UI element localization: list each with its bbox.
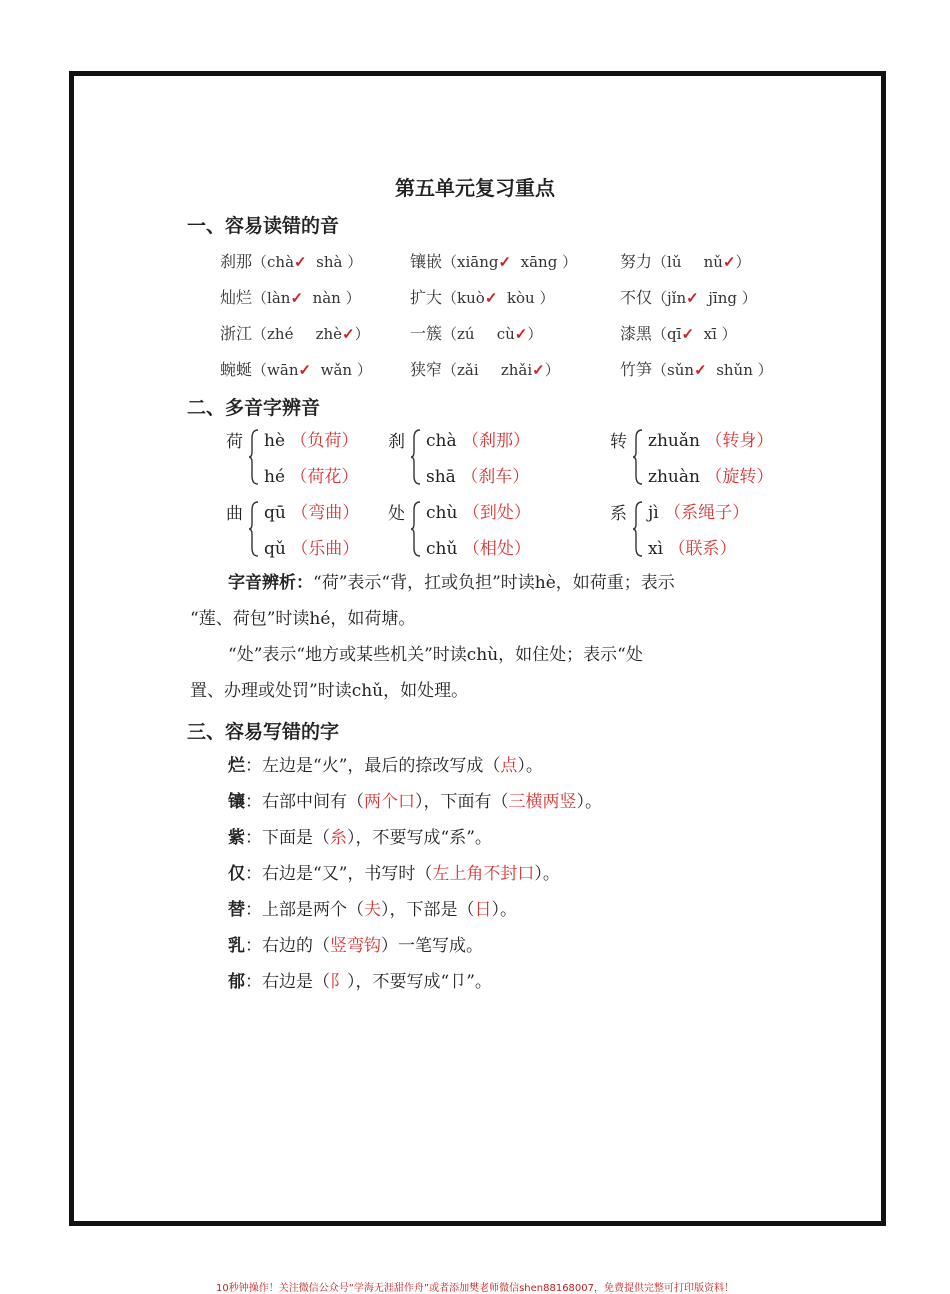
brace-icon	[632, 500, 644, 562]
pinyin-option-b: nǔ	[703, 253, 723, 271]
pronunciation-item: 竹笋（sǔn✓ shǔn ）	[620, 360, 773, 379]
pinyin-option-b: xī	[703, 325, 717, 343]
pinyin-option-b: nàn	[312, 289, 341, 307]
pronunciation-item: 努力（lǔ nǔ✓）	[620, 252, 751, 271]
polyphone-reading: qǔ （乐曲）	[264, 539, 360, 559]
polyphone-reading: shā （刹车）	[426, 467, 530, 487]
pronunciation-item: 灿烂（làn✓ nàn ）	[220, 288, 361, 307]
character-note: 烂：左边是“火”，最后的捺改写成（点）。	[228, 756, 543, 776]
pinyin-option-b: cù	[496, 325, 515, 343]
pronunciation-word: 竹笋	[620, 360, 653, 379]
brace-icon	[632, 428, 644, 490]
character-label: 紫	[228, 828, 245, 848]
polyphone-word: 弯曲	[308, 503, 343, 523]
pinyin-option-a: làn	[267, 289, 291, 307]
pronunciation-word: 狭窄	[410, 360, 443, 379]
polyphone-char: 刹	[388, 432, 405, 452]
character-label: 烂	[228, 756, 245, 776]
polyphone-reading: chǔ （相处）	[426, 539, 531, 559]
pinyin-option-b: shà	[316, 253, 343, 271]
polyphone-char: 转	[610, 432, 627, 452]
character-label: 替	[228, 900, 245, 920]
pronunciation-item: 一簇（zú cù✓）	[410, 324, 543, 343]
polyphone-reading: jì （系绳子）	[648, 503, 750, 523]
footer-note: 10秒钟操作！关注微信公众号“学海无涯甜作舟”或者添加樊老师微信shen88168007，免费提供完整可打印版资料！	[215, 1283, 735, 1294]
analysis-line-3: “处”表示“地方或某些机关”时读chù，如住处；表示“处	[228, 645, 643, 665]
polyphone-word: 刹车	[478, 467, 513, 487]
check-icon: ✓	[722, 253, 736, 271]
pronunciation-item: 狭窄（zǎi zhǎi✓）	[410, 360, 560, 379]
polyphone-reading: hè （负荷）	[264, 431, 359, 451]
check-icon: ✓	[484, 289, 498, 307]
pinyin-option-a: jǐn	[667, 289, 687, 307]
pinyin-option-b: zhǎi	[500, 361, 533, 379]
check-icon: ✓	[290, 289, 304, 307]
page-title: 第五单元复习重点	[395, 176, 555, 200]
character-note: 镶：右部中间有（两个口），下面有（三横两竖）。	[228, 792, 602, 812]
pinyin-option-a: zǎi	[457, 361, 479, 379]
polyphone-word: 乐曲	[308, 539, 343, 559]
polyphone-char: 曲	[226, 504, 243, 524]
polyphone-word: 刹那	[479, 431, 514, 451]
pinyin-option-a: lǔ	[667, 253, 682, 271]
pronunciation-word: 努力	[620, 252, 653, 271]
check-icon: ✓	[498, 253, 512, 271]
pronunciation-item: 镶嵌（xiāng✓ xāng ）	[410, 252, 578, 271]
pinyin-option-b: kòu	[506, 289, 535, 307]
pronunciation-item: 刹那（chà✓ shà ）	[220, 252, 363, 271]
polyphone-word: 负荷	[307, 431, 342, 451]
section-heading-3: 三、容易写错的字	[187, 721, 340, 743]
pinyin-option-a: chà	[267, 253, 295, 271]
pronunciation-word: 扩大	[410, 288, 443, 307]
polyphone-word: 荷花	[307, 467, 342, 487]
check-icon: ✓	[342, 325, 355, 343]
polyphone-word: 旋转	[722, 467, 757, 487]
polyphone-word: 联系	[685, 539, 720, 559]
check-icon: ✓	[514, 325, 528, 343]
pronunciation-word: 浙江	[220, 324, 253, 343]
analysis-line-4: 置、办理或处罚”时读chǔ，如处理。	[190, 681, 469, 701]
polyphone-reading: qū （弯曲）	[264, 503, 360, 523]
pinyin-option-a: kuò	[457, 289, 485, 307]
analysis-line-2: “莲、荷包”时读hé，如荷塘。	[190, 609, 416, 629]
analysis-label: 字音辨析：	[228, 573, 313, 593]
pronunciation-word: 镶嵌	[410, 252, 443, 271]
character-note: 仅：右边是“又”，书写时（左上角不封口）。	[228, 864, 560, 884]
pinyin-option-b: xāng	[520, 253, 558, 271]
pronunciation-word: 一簇	[410, 324, 443, 343]
pronunciation-word: 不仅	[620, 288, 653, 307]
pronunciation-word: 漆黑	[620, 324, 653, 343]
pinyin-option-b: shǔn	[716, 361, 753, 379]
pinyin-option-a: wān	[267, 361, 299, 379]
section-heading-1: 一、容易读错的音	[187, 215, 340, 237]
brace-icon	[248, 428, 260, 490]
pronunciation-item: 扩大（kuò✓ kòu ）	[410, 288, 555, 307]
polyphone-reading: zhuǎn （转身）	[648, 431, 774, 451]
polyphone-reading: hé （荷花）	[264, 467, 359, 487]
character-note: 乳：右边的（竖弯钩）一笔写成。	[228, 936, 483, 956]
polyphone-word: 系绳子	[681, 503, 733, 523]
section-heading-2: 二、多音字辨音	[187, 397, 321, 419]
check-icon: ✓	[294, 253, 307, 271]
brace-icon	[248, 500, 260, 562]
pronunciation-item: 不仅（jǐn✓ jīng ）	[620, 288, 757, 307]
pronunciation-word: 灿烂	[220, 288, 253, 307]
brace-icon	[410, 428, 422, 490]
pinyin-option-b: jīng	[708, 289, 737, 307]
polyphone-char: 处	[388, 504, 405, 524]
brace-icon	[410, 500, 422, 562]
analysis-line-1: 字音辨析：“荷”表示“背，扛或负担”时读hè，如荷重；表示	[228, 573, 675, 593]
polyphone-reading: chù （到处）	[426, 503, 531, 523]
pinyin-option-a: sǔn	[667, 361, 695, 379]
check-icon: ✓	[686, 289, 699, 307]
check-icon: ✓	[694, 361, 707, 379]
character-note: 紫：下面是（糸），不要写成“系”。	[228, 828, 492, 848]
character-label: 郁	[228, 972, 245, 992]
pronunciation-word: 蜿蜒	[220, 360, 253, 379]
pronunciation-word: 刹那	[220, 252, 253, 271]
pinyin-option-a: xiāng	[457, 253, 499, 271]
character-label: 镶	[228, 792, 245, 812]
polyphone-word: 相处	[479, 539, 514, 559]
pinyin-option-a: zhé	[267, 325, 294, 343]
polyphone-word: 到处	[479, 503, 514, 523]
pinyin-option-a: qī	[667, 325, 682, 343]
character-label: 乳	[228, 936, 245, 956]
polyphone-char: 系	[610, 504, 627, 524]
check-icon: ✓	[532, 361, 545, 379]
pinyin-option-a: zú	[457, 325, 475, 343]
pronunciation-item: 浙江（zhé zhè✓）	[220, 324, 370, 343]
character-note: 郁：右边是（阝），不要写成“卩”。	[228, 972, 492, 992]
pinyin-option-b: zhè	[315, 325, 343, 343]
character-label: 仅	[228, 864, 245, 884]
polyphone-char: 荷	[226, 432, 243, 452]
polyphone-reading: chà （刹那）	[426, 431, 531, 451]
pronunciation-item: 漆黑（qī✓ xī ）	[620, 324, 737, 343]
polyphone-word: 转身	[722, 431, 757, 451]
check-icon: ✓	[298, 361, 312, 379]
check-icon: ✓	[681, 325, 695, 343]
pronunciation-item: 蜿蜒（wān✓ wǎn ）	[220, 360, 372, 379]
character-note: 替：上部是两个（夫），下部是（日）。	[228, 900, 517, 920]
pinyin-option-b: wǎn	[320, 361, 353, 379]
polyphone-reading: xì （联系）	[648, 539, 737, 559]
polyphone-reading: zhuàn （旋转）	[648, 467, 774, 487]
